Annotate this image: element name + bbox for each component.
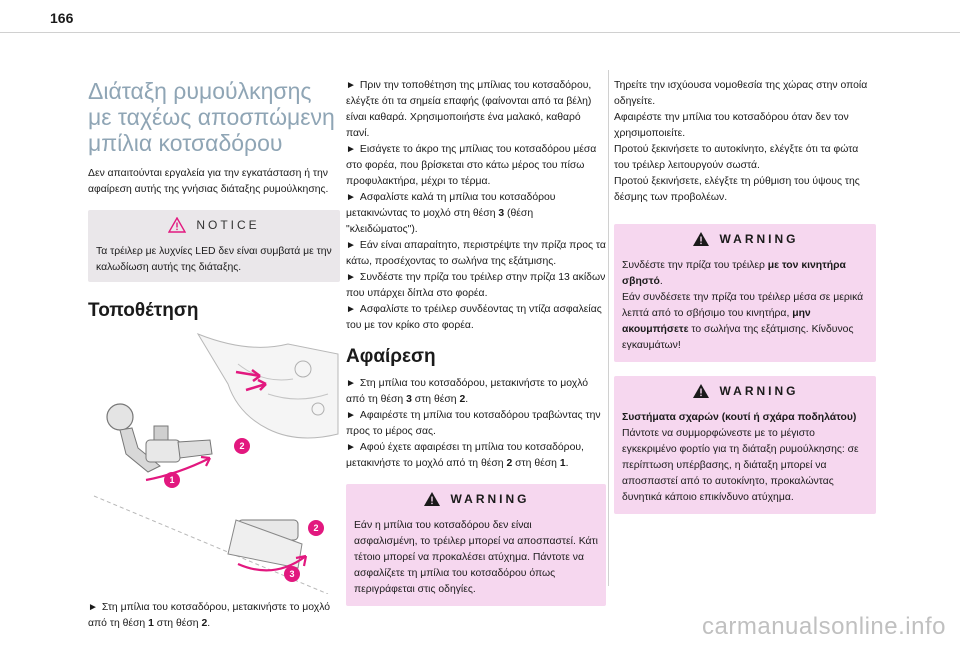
warning-box-engine (614, 224, 876, 362)
advice-1: Τηρείτε την ισχύουσα νομοθεσία της χώρας στην οποία οδηγείτε. (614, 80, 868, 107)
warning-text-racks: Συστήματα σχαρών (κουτί ή σχάρα ποδηλάτου) Πάντοτε να συμμορφώνεστε με το μέγιστο εγκεκριμένο φορτίο για τη διάταξη ρυμούλκησης: σε περίπτωση υπέρβασης, η διάταξη μπορεί να αποσπαστεί από το αυτοκίνητο, προκαλώντας δυνητικά κάποιο επικίνδυνο ατύχημα. (622, 412, 859, 503)
position-marker-2: 2 (234, 438, 250, 454)
warning-box-unsecured (346, 484, 606, 606)
position-marker-2-lower: 2 (308, 520, 324, 536)
column-divider (608, 70, 609, 586)
heading-installation: Τοποθέτηση (88, 300, 199, 321)
install-step-6: ► Συνδέστε την πρίζα του τρέιλερ στην πρίζα 13 ακίδων που υπάρχει δίπλα στο φορέα. (346, 272, 606, 299)
position-marker-1: 1 (164, 472, 180, 488)
notice-header (88, 210, 340, 240)
bullet-arrow-icon: ► (346, 192, 356, 203)
bullet-arrow-icon: ► (346, 304, 356, 315)
column-left (88, 78, 340, 632)
warning-triangle-icon (692, 383, 710, 399)
section-title: Διάταξη ρυμούλκησης με ταχέως αποσπώμενη μπίλια κοτσαδόρου (88, 78, 335, 156)
notice-text: Τα τρέιλερ με λυχνίες LED δεν είναι συμβατά με την καλωδίωση αυτής της διάταξης. (96, 246, 332, 273)
bullet-arrow-icon: ► (346, 378, 356, 389)
position-marker-3: 3 (284, 566, 300, 582)
bullet-arrow-icon: ► (346, 144, 356, 155)
column-middle (346, 78, 606, 606)
bullet-arrow-icon: ► (346, 442, 356, 453)
remove-step-3: ► Αφού έχετε αφαιρέσει τη μπίλια του κοτσαδόρου, μετακινήστε το μοχλό από τη θέση 2 στη θέση 1. (346, 442, 584, 469)
advice-2: Αφαιρέστε την μπίλια του κοτσαδόρου όταν δεν τον χρησιμοποιείτε. (614, 112, 849, 139)
warning-triangle-icon (692, 231, 710, 247)
install-step-7: ► Ασφαλίστε το τρέιλερ συνδέοντας τη ντίζα ασφαλείας του με τον κρίκο στο φορέα. (346, 304, 602, 331)
warning-label: WARNING (450, 492, 530, 506)
warning-label: WARNING (719, 384, 799, 398)
bullet-arrow-icon: ► (346, 410, 356, 421)
warning-text-engine: Συνδέστε την πρίζα του τρέιλερ με τον κινητήρα σβηστό. Εάν συνδέσετε την πρίζα του τρέιλερ μέσα σε μερικά λεπτά από το σβήσιμο του κινητήρα, μην ακουμπήσετε το σωλήνα της εξάτμισης. Κίνδυνος εγκαυμάτων! (622, 260, 864, 351)
warning-triangle-icon (168, 217, 186, 233)
warning-box-racks (614, 376, 876, 514)
install-step-3: ► Εισάγετε το άκρο της μπίλιας του κοτσαδόρου μέσα στο φορέα, που βρίσκεται στο κάτω μέρος του πίσω προφυλακτήρα, μέχρι το τέρμα. (346, 144, 597, 187)
install-step-2: ► Πριν την τοποθέτηση της μπίλιας του κοτσαδόρου, ελέγξτε ότι τα σημεία επαφής (φαίνονται από τα βέλη) είναι καθαρά. Χρησιμοποιήστε ένα μαλακό, καθαρό πανί. (346, 80, 592, 139)
header-divider (0, 32, 960, 33)
install-step-5: ► Εάν είναι απαραίτητο, περιστρέψτε την πρίζα προς τα κάτω, προσέχοντας το σωλήνα της εξάτμισης. (346, 240, 606, 267)
remove-step-2: ► Αφαιρέστε τη μπίλια του κοτσαδόρου τραβώντας την προς το μέρος σας. (346, 410, 601, 437)
warning-triangle-icon (423, 491, 441, 507)
column-right (614, 78, 876, 514)
warning-header (614, 376, 876, 406)
warning-header (614, 224, 876, 254)
page-number: 166 (50, 10, 74, 26)
install-step-1: ► Στη μπίλια του κοτσαδόρου, μετακινήστε το μοχλό από τη θέση 1 στη θέση 2. (88, 602, 331, 629)
remove-step-1: ► Στη μπίλια του κοτσαδόρου, μετακινήστε το μοχλό από τη θέση 3 στη θέση 2. (346, 378, 589, 405)
watermark: carmanualsonline.info (702, 613, 946, 640)
bullet-arrow-icon: ► (88, 602, 98, 613)
advice-3: Προτού ξεκινήσετε το αυτοκίνητο, ελέγξτε ότι τα φώτα του τρέιλερ λειτουργούν σωστά. (614, 144, 859, 171)
bullet-arrow-icon: ► (346, 240, 356, 251)
intro-text: Δεν απαιτούνται εργαλεία για την εγκατάσταση ή την αφαίρεση αυτής της γνήσιας διάταξης ρυμούλκησης. (88, 168, 329, 195)
warning-header (346, 484, 606, 514)
heading-removal: Αφαίρεση (346, 346, 436, 367)
bullet-arrow-icon: ► (346, 80, 356, 91)
notice-label: NOTICE (196, 218, 260, 232)
tow-ball-illustration (88, 324, 340, 594)
advice-4: Προτού ξεκινήσετε, ελέγξτε τη ρύθμιση του ύψους της δέσμης των προβολέων. (614, 176, 860, 203)
warning-text: Εάν η μπίλια του κοτσαδόρου δεν είναι ασφαλισμένη, το τρέιλερ μπορεί να αποσπαστεί. Κάτι τέτοιο μπορεί να προκαλέσει ατύχημα. Πάντοτε να ασφαλίζετε τη μπίλια του κοτσαδόρου όπως περιγράφεται στις οδηγίες. (354, 520, 598, 595)
install-step-4: ► Ασφαλίστε καλά τη μπίλια του κοτσαδόρου μετακινώντας το μοχλό στη θέση 3 (θέση "κλειδώματος"). (346, 192, 556, 235)
warning-label: WARNING (719, 232, 799, 246)
tow-hitch-drawing (88, 324, 340, 594)
notice-box (88, 210, 340, 282)
bullet-arrow-icon: ► (346, 272, 356, 283)
